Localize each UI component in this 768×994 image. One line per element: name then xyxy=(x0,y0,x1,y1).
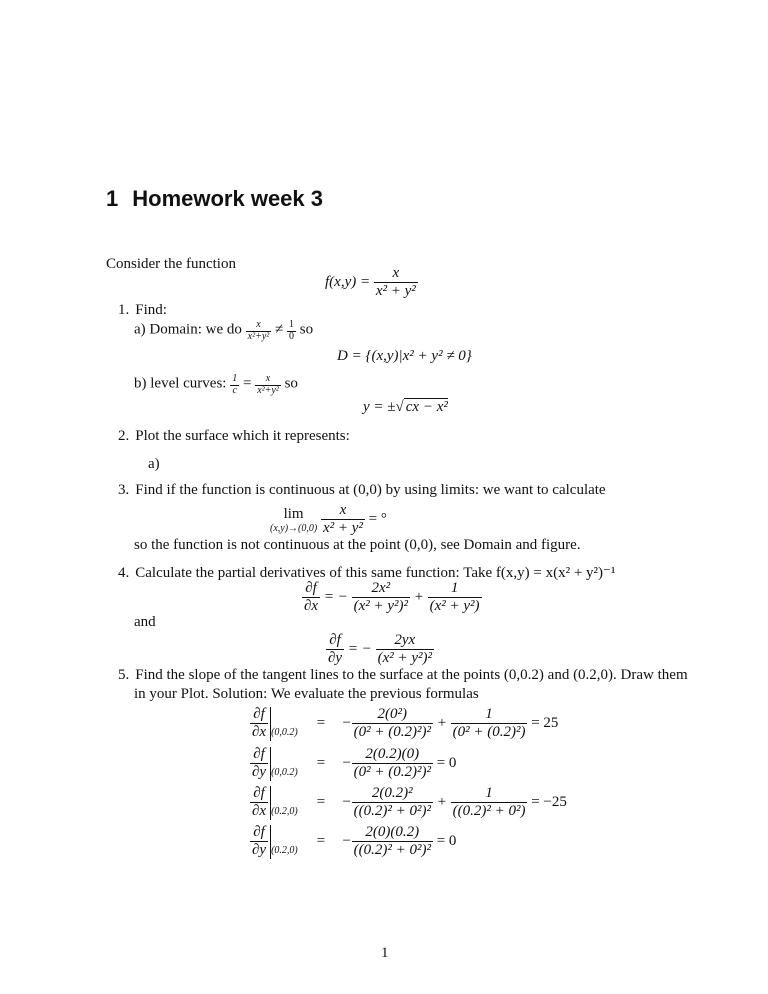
limit-equation: lim (x,y)→(0,0) $\frac{x}{\text{x² + y²}}$ = ° xyxy=(270,502,387,537)
item-1: 1. Find: xyxy=(118,302,167,318)
partial-x-equation: $\frac{\partial f}{\partial x}$ = − $\frac{\text{2x²}}{\text{(x² + y²)²}}$ + $\frac{1}{\text{(x² + y²)}}$ xyxy=(304,580,480,615)
and-text: and xyxy=(134,614,156,630)
derivative-symbol: $\frac{\partial f}{\partial y}$ xyxy=(252,746,267,781)
domain-equation: D = {(x,y)|x² + y² ≠ 0} xyxy=(337,348,472,364)
derivative-symbol: $\frac{\partial f}{\partial y}$ xyxy=(252,824,267,859)
evaluation-row: $\frac{\partial f}{\partial x}$ $_{(0,0.2)}$= − $\frac{\text{2(0²)}}{\text{(0² + (0.2)²)²}}$ + $\frac{1}{\text{(0² + (0.2)²)}}$ = 25 xyxy=(252,706,559,741)
domain-line: a) Domain: we do $\frac{x}{\text{x²+y²}}$ ≠ $\frac{1}{0}$ so xyxy=(134,319,314,342)
item-4: 4. Calculate the partial derivatives of this same function: Take f(x,y) = x(x² + y²)⁻¹ xyxy=(118,565,616,581)
page-number: 1 xyxy=(381,945,389,961)
continuity-conclusion: so the function is not continuous at the point (0,0), see Domain and figure. xyxy=(134,537,581,553)
item-3: 3. Find if the function is continuous at (0,0) by using limits: we want to calculate xyxy=(118,482,606,498)
level-curves-line: b) level curves: $\frac{1}{c}$ = $\frac{x}{\text{x²+y²}}$ so xyxy=(134,373,298,396)
item-2: 2. Plot the surface which it represents: xyxy=(118,428,350,444)
derivative-symbol: $\frac{\partial f}{\partial x}$ xyxy=(252,785,267,820)
item-5: 5. Find the slope of the tangent lines to the surface at the points (0,0.2) and (0.2,0). Draw them xyxy=(118,667,688,683)
derivative-symbol: $\frac{\partial f}{\partial x}$ xyxy=(252,706,267,741)
function-definition: f(x,y) = $\frac{x}{\text{x² + y²}}$ xyxy=(325,265,416,300)
intro-text: Consider the function xyxy=(106,256,236,272)
level-curve-equation: y = ±√ cx − x² xyxy=(363,399,448,415)
evaluation-row: $\frac{\partial f}{\partial y}$ $_{(0,0.2)}$= − $\frac{2(0.2)(0)}{\text{(0² + (0.2)²)²}}$ = 0 xyxy=(252,746,457,781)
section-heading: 1 Homework week 3 xyxy=(106,186,323,211)
partial-y-equation: $\frac{\partial f}{\partial y}$ = − $\frac{2yx}{\text{(x² + y²)²}}$ xyxy=(328,632,432,667)
evaluation-row: $\frac{\partial f}{\partial x}$ $_{(0.2,0)}$= − $\frac{\text{2(0.2)²}}{\text{((0.2)² + 0²)²}}$ + $\frac{1}{\text{((0.2)² + 0²)}}$ = −25 xyxy=(252,785,567,820)
item-5-line-2: in your Plot. Solution: We evaluate the previous formulas xyxy=(134,686,479,702)
evaluation-row: $\frac{\partial f}{\partial y}$ $_{(0.2,0)}$= − $\frac{2(0)(0.2)}{\text{((0.2)² + 0²)²}}$ = 0 xyxy=(252,824,457,859)
item-2a: a) xyxy=(148,456,160,472)
